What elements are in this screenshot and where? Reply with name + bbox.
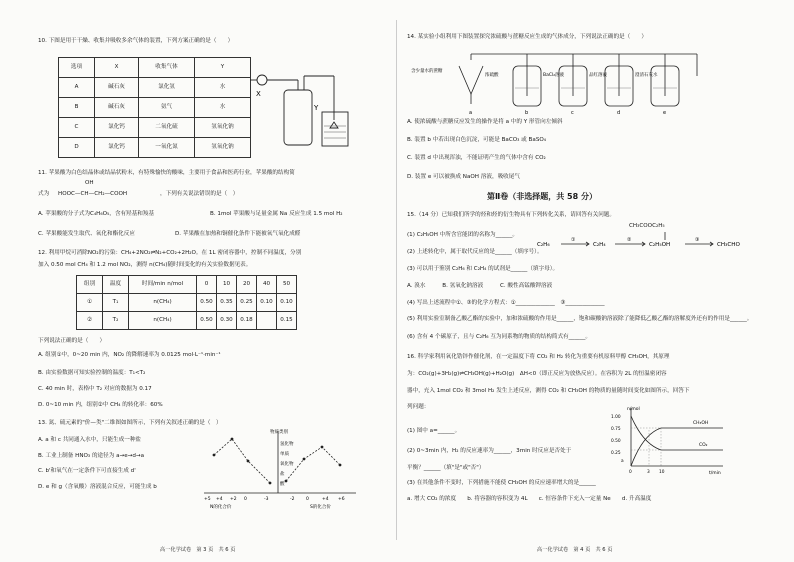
q16-q2b: 平衡？______（填"是"或"否"） — [407, 465, 485, 471]
table-cell: n(CH₄) — [129, 312, 197, 330]
table-row — [59, 98, 251, 118]
label-sucrose: 含少量水的蔗糖 — [411, 69, 443, 74]
table-header: 20 — [237, 276, 257, 294]
table-cell: 一氧化氮 — [139, 138, 195, 158]
y-label: 酸 — [280, 482, 285, 487]
q12-option-b: B. 由实验数据可知实验控制的温度：T₁<T₂ — [38, 370, 146, 376]
tick-label: +2 — [230, 497, 237, 502]
q12-option-c: C. 40 min 时，表格中 T₂ 对应的数据为 0.17 — [38, 386, 152, 392]
chain-acetaldehyde: CH₃CHO — [717, 242, 740, 248]
arrow-label: ③ — [695, 237, 700, 243]
y-label: 物质类别 — [270, 430, 288, 435]
table-cell: 氯化钙 — [95, 118, 139, 138]
table-cell: 0.18 — [237, 312, 257, 330]
q15-q4: (4) 写出上述流程中①、③的化学方程式：①______________ ③______________ — [407, 300, 605, 306]
q11-formula-suffix: ，下列有关说法错误的是（ ） — [160, 191, 239, 197]
y-label: 盐 — [280, 472, 285, 477]
chain-c2h6: C₂H₆ — [537, 242, 550, 248]
y-label: 单质 — [280, 452, 289, 457]
collection-bottle — [284, 90, 312, 145]
table-cell: 0.15 — [277, 312, 297, 330]
tick-label: +4 — [216, 497, 223, 502]
table-cell: 水 — [195, 98, 251, 118]
q10-table — [58, 57, 251, 158]
table-header: 0 — [197, 276, 217, 294]
q16-q1: (1) 图中 a=______。 — [407, 428, 461, 434]
q16-stem: 16. 科学家利用氧化锆锌作催化剂，在一定温度下将 CO₂ 和 H₂ 转化为重要有机原料甲醇 CH₃OH，其原理 — [407, 354, 670, 360]
table-header: 收集气体 — [139, 58, 195, 78]
letter-e: e — [663, 110, 667, 116]
chain-c2h4: C₂H₄ — [593, 242, 606, 248]
table-row — [77, 294, 297, 312]
table-header-row — [59, 58, 251, 78]
table-cell: n(CH₄) — [129, 294, 197, 312]
q14-option-c: C. 装置 d 中出现浑浊，不能证明产生的气体中含有 CO₂ — [407, 155, 546, 161]
absorption-beaker — [322, 112, 348, 146]
label-magenta: 品红溶液 — [589, 73, 607, 78]
chain-ethanol: C₂H₅OH — [649, 242, 671, 248]
table-cell: ② — [77, 312, 103, 330]
y-tick: 0.75 — [611, 427, 621, 432]
table-cell: 氯化氢 — [139, 78, 195, 98]
series-label-ch3oh: CH₃OH — [693, 421, 709, 426]
table-header: 温度 — [103, 276, 129, 294]
q12-ask: 下列说法正确的是（ ） — [38, 338, 106, 344]
table-cell: D — [59, 138, 95, 158]
tick-label: 0 — [244, 497, 247, 502]
table-header: 组别 — [77, 276, 103, 294]
label-limewater: 澄清石灰水 — [635, 73, 658, 78]
q10-apparatus-diagram — [248, 62, 368, 162]
table-cell: 0.35 — [217, 294, 237, 312]
right-column — [397, 0, 794, 562]
letter-d: d — [617, 110, 621, 116]
q14-stem: 14. 某实验小组利用下图装置探究浓硫酸与蔗糖反应生成的气体成分，下列说法正确的是（ ） — [407, 34, 648, 40]
label-bacl2: BaCl₂溶液 — [543, 73, 565, 78]
label-conc-h2so4: 浓硫酸 — [485, 73, 499, 78]
label-y: Y — [314, 104, 319, 112]
table-header: Y — [195, 58, 251, 78]
letter-b: b — [525, 110, 529, 116]
table-cell: T₂ — [103, 312, 129, 330]
q12-option-d: D. 0~10 min 内，组别②中 CH₄ 的转化率：60% — [38, 402, 163, 408]
table-cell: 碱石灰 — [95, 98, 139, 118]
co2-curve — [631, 416, 723, 450]
letter-a: a — [469, 110, 473, 116]
y-tick: a — [621, 459, 624, 464]
q13-option-d: D. e 和 g（含氧酸）溶液混合反应，可能生成 b — [38, 484, 157, 490]
table-header-row — [77, 276, 297, 294]
table-header: 时间/min n/mol — [129, 276, 197, 294]
table-cell: 0.10 — [257, 294, 277, 312]
y-label: 氢化物 — [280, 442, 294, 447]
arrow-label: ① — [571, 237, 576, 243]
q16-ask: 列问题： — [407, 404, 430, 410]
arrow-label: ② — [627, 237, 632, 243]
table-cell: 氯化钙 — [95, 138, 139, 158]
graph-xlabel: t/min — [709, 471, 721, 476]
footer-right: 高一化学试卷 第 4 页 共 6 页 — [537, 546, 613, 553]
q15-reaction-chain — [537, 232, 787, 252]
q16-graph — [609, 404, 729, 476]
series-label-co2: CO₂ — [699, 443, 708, 448]
table-cell: 0.50 — [197, 312, 217, 330]
x-tick: 10 — [659, 470, 665, 475]
q15-q5: (5) 利用实验室制备乙酸乙酯的实验中，加和浓硫酸的作用是______，饱和碳酸钠溶液除了能降低乙酸乙酯的溶解度外还有的作用是______。 — [407, 316, 753, 322]
q14-option-a: A. 使浓硫酸与蔗糖反应发生的操作是将 a 中的 Y 形管向左倾斜 — [407, 119, 563, 125]
table-cell — [257, 312, 277, 330]
table-cell: 碱石灰 — [95, 78, 139, 98]
table-cell: B — [59, 98, 95, 118]
table-cell: 0.25 — [237, 294, 257, 312]
q13-option-c: C. b'和氧气在一定条件下可直接生成 d' — [38, 468, 136, 474]
table-header: 50 — [277, 276, 297, 294]
table-header: 40 — [257, 276, 277, 294]
q14-option-d: D. 装置 e 可以被换成 NaOH 溶液，吸收尾气 — [407, 174, 520, 180]
q10-stem: 10. 下图是用于干燥、收集并吸收多余气体的装置，下列方案正确的是（ ） — [38, 38, 234, 44]
tick-label: 0 — [306, 497, 309, 502]
q15-q1: (1) C₂H₅OH 中所含官能团的名称为______。 — [407, 232, 518, 238]
table-row — [59, 78, 251, 98]
y-label: 氧化物 — [280, 462, 294, 467]
table-cell: 0.30 — [217, 312, 237, 330]
x-tick: 3 — [647, 470, 650, 475]
table-cell: 氢氧化钠 — [195, 118, 251, 138]
x-axis-label-s: S的化合价 — [310, 505, 331, 510]
q11-formula-main: HOOC—CH—CH₂—COOH — [58, 191, 128, 197]
table-cell: 0.50 — [197, 294, 217, 312]
q15-options-3: A. 溴水 B. 氢氧化钠溶液 C. 酸性高锰酸钾溶液 — [407, 283, 553, 289]
table-cell: ① — [77, 294, 103, 312]
q15-ester: CH₃COOC₂H₅ — [629, 223, 665, 229]
q11-formula-prefix: 式为 — [38, 191, 50, 197]
tick-label: +4 — [322, 497, 329, 502]
q15-stem: 15.（14 分）已知我们所学的烃和烃的衍生物具有下列转化关系，请回答有关问题。 — [407, 212, 615, 218]
q12-table — [76, 275, 297, 330]
table-cell: 0.10 — [277, 294, 297, 312]
q15-q2: (2) 上述转化中，属于取代反应的是______（填序号）。 — [407, 249, 543, 255]
q16-equation: 为：CO₂(g)+3H₂(g)⇌CH₃OH(g)+H₂O(g) ΔH<0（即正反应为放热反应）。在容积为 2L 的恒温密闭容 — [407, 371, 667, 377]
table-cell: 氨气 — [139, 98, 195, 118]
q16-q2: (2) 0~3min 内，H₂ 的反应速率为______，3min 时反应是否处于 — [407, 448, 572, 454]
footer-left: 高一化学试卷 第 3 页 共 6 页 — [160, 546, 236, 553]
table-cell: C — [59, 118, 95, 138]
q13-stem: 13. 氮、硫元素的"价—类"二维图如图所示，下列有关叙述正确的是（ ） — [38, 420, 222, 426]
q11-option-d: D. 苹果酸在加热和铜催化条件下能被氧气氧化成醛 — [175, 231, 301, 237]
section-title: 第Ⅱ卷（非选择题，共 58 分） — [487, 192, 597, 201]
x-tick: 0 — [629, 470, 632, 475]
q12-option-a: A. 组别①中，0~20 min 内，NO₂ 的降解速率为 0.0125 mol·L⁻¹·min⁻¹ — [38, 352, 221, 358]
drying-tube-bulb — [257, 75, 267, 85]
q16-condition: 器中，充入 1mol CO₂ 和 3mol H₂ 发生上述反应，测得 CO₂ 和 CH₃OH 的物质的量随时间变化如图所示，回答下 — [407, 388, 690, 394]
x-axis-label-n: N的化合价 — [210, 505, 232, 510]
table-header: 10 — [217, 276, 237, 294]
q15-q6: (6) 含有 4 个碳原子，且与 C₂H₆ 互为同系物的物质的结构简式有______。 — [407, 334, 592, 340]
table-row — [77, 312, 297, 330]
table-row — [59, 118, 251, 138]
q16-q3: (3) 在其他条件不变时，下列措施不能使 CH₃OH 的反应速率增大的是______ — [407, 480, 596, 486]
q15-q3: (3) 可以用于鉴别 C₂H₆ 和 C₂H₄ 的试剂是______（填字母）。 — [407, 266, 559, 272]
table-header: 选项 — [59, 58, 95, 78]
q16-options-3: a. 增大 CO₂ 的浓度 b. 将容器的容积变为 4L c. 恒容条件下充入一定量 Ne d. 升高温度 — [407, 496, 652, 502]
ch3oh-curve — [631, 428, 723, 466]
table-cell: A — [59, 78, 95, 98]
tick-label: +5 — [204, 497, 211, 502]
y-tick: 0.50 — [611, 439, 621, 444]
table-cell: 二氧化硫 — [139, 118, 195, 138]
y-tick: 1.00 — [611, 415, 621, 420]
q12-stem: 12. 利用甲烷可消除NO₂的污染：CH₄+2NO₂⇌N₂+CO₂+2H₂O。在 1L 密闭容器中，控制不同温度，分别 — [38, 250, 302, 256]
q11-option-c: C. 苹果酸能发生取代、氧化和酯化反应 — [38, 231, 135, 237]
y-tube — [459, 66, 483, 94]
q11-option-a: A. 苹果酸的分子式为C₄H₆O₅，含有羟基和羧基 — [38, 211, 155, 217]
table-cell: 水 — [195, 78, 251, 98]
table-row — [59, 138, 251, 158]
q11-option-b: B. 1mol 苹果酸与足量金属 Na 反应生成 1.5 mol H₂ — [210, 211, 343, 217]
q12-stem-2: 加入 0.50 mol CH₄ 和 1.2 mol NO₂，测得 n(CH₄)随时间变化的有关实验数据见表。 — [38, 262, 252, 268]
label-x: X — [256, 90, 261, 98]
q13-option-b: B. 工业上制备 HNO₃ 的途径为 a→e→d→a — [38, 453, 145, 459]
tick-label: -2 — [290, 497, 295, 502]
tick-label: -3 — [264, 497, 269, 502]
q14-apparatus-diagram — [407, 46, 717, 116]
q11-formula-oh: OH — [85, 180, 94, 186]
graph-ylabel: n/mol — [627, 407, 640, 412]
table-cell: 氢氧化钠 — [195, 138, 251, 158]
tick-label: +6 — [338, 497, 345, 502]
table-header: X — [95, 58, 139, 78]
q13-valence-diagram — [200, 425, 360, 510]
q13-option-a: A. a 和 c 共同通入水中，只能生成一种盐 — [38, 437, 142, 443]
q11-stem: 11. 苹果酸为白色结晶体或结晶状粉末，有特殊愉快的酸味，主要用于食品和医药行业，苹果酸的结构简 — [38, 170, 295, 176]
table-cell: T₁ — [103, 294, 129, 312]
y-tick: 0.25 — [611, 451, 621, 456]
letter-c: c — [571, 110, 574, 116]
q14-option-b: B. 装置 b 中若出现白色沉淀，可能是 BaCO₃ 或 BaSO₄ — [407, 137, 547, 143]
